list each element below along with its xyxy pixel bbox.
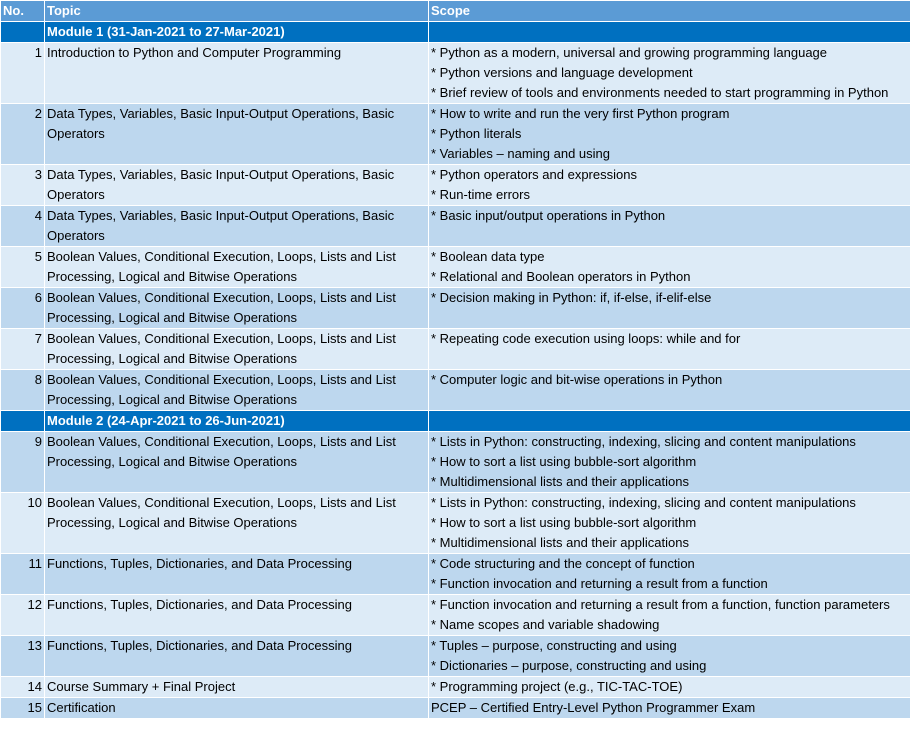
row-number: 10 (1, 493, 45, 554)
topic-cell: Boolean Values, Conditional Execution, Loops, Lists and List Processing, Logical and Bitwise Operations (45, 329, 429, 370)
scope-item: * Decision making in Python: if, if-else, if-elif-else (431, 290, 712, 305)
scope-cell (429, 698, 911, 719)
topic-cell: Certification (45, 698, 429, 719)
row-number: 1 (1, 43, 45, 104)
scope-cell (429, 288, 911, 329)
row-number: 8 (1, 370, 45, 411)
topic-cell: Boolean Values, Conditional Execution, Loops, Lists and List Processing, Logical and Bitwise Operations (45, 493, 429, 554)
scope-item: * Tuples – purpose, constructing and using (431, 638, 677, 653)
row-number: 15 (1, 698, 45, 719)
scope-item: * How to sort a list using bubble-sort algorithm (431, 515, 697, 530)
scope-item: PCEP – Certified Entry-Level Python Programmer Exam (431, 700, 756, 715)
scope-item: * Run-time errors (431, 187, 530, 202)
scope-item: * Brief review of tools and environments needed to start programming in Python (431, 85, 889, 100)
row-number: 9 (1, 432, 45, 493)
scope-cell (429, 677, 911, 698)
module-row (1, 22, 911, 43)
scope-cell (429, 43, 911, 104)
module-scope (429, 411, 911, 432)
scope-item: * Dictionaries – purpose, constructing and using (431, 658, 707, 673)
scope-cell (429, 595, 911, 636)
scope-item: * How to write and run the very first Python program (431, 106, 730, 121)
scope-cell (429, 432, 911, 493)
module-no (1, 22, 45, 43)
header-row (1, 1, 911, 22)
scope-cell (429, 104, 911, 165)
scope-item: * Function invocation and returning a result from a function, function parameters (431, 597, 890, 612)
topic-cell: Boolean Values, Conditional Execution, Loops, Lists and List Processing, Logical and Bitwise Operations (45, 432, 429, 493)
topic-cell: Data Types, Variables, Basic Input-Output Operations, Basic Operators (45, 206, 429, 247)
table-row (1, 595, 911, 636)
table-row (1, 432, 911, 493)
table-row (1, 43, 911, 104)
row-number: 2 (1, 104, 45, 165)
module-title: Module 1 (31-Jan-2021 to 27-Mar-2021) (45, 22, 429, 43)
scope-cell (429, 165, 911, 206)
row-number: 4 (1, 206, 45, 247)
topic-cell: Data Types, Variables, Basic Input-Output Operations, Basic Operators (45, 165, 429, 206)
scope-cell (429, 329, 911, 370)
scope-item: * Boolean data type (431, 249, 545, 264)
row-number: 12 (1, 595, 45, 636)
row-number: 14 (1, 677, 45, 698)
scope-item: * Lists in Python: constructing, indexing, slicing and content manipulations (431, 434, 856, 449)
scope-item: * Multidimensional lists and their applications (431, 535, 689, 550)
scope-item: * Python as a modern, universal and growing programming language (431, 45, 828, 60)
topic-cell: Course Summary + Final Project (45, 677, 429, 698)
row-number: 6 (1, 288, 45, 329)
scope-item: * Function invocation and returning a result from a function (431, 576, 768, 591)
scope-item: * Computer logic and bit-wise operations in Python (431, 372, 723, 387)
table-row (1, 370, 911, 411)
table-row (1, 636, 911, 677)
scope-item: * Python operators and expressions (431, 167, 637, 182)
row-number: 11 (1, 554, 45, 595)
table-row (1, 554, 911, 595)
topic-cell: Functions, Tuples, Dictionaries, and Data Processing (45, 636, 429, 677)
scope-item: * Programming project (e.g., TIC-TAC-TOE) (431, 679, 683, 694)
scope-cell (429, 206, 911, 247)
table-row (1, 698, 911, 719)
module-title: Module 2 (24-Apr-2021 to 26-Jun-2021) (45, 411, 429, 432)
table-row (1, 493, 911, 554)
module-scope (429, 22, 911, 43)
header-no: No. (1, 1, 45, 22)
scope-item: * Name scopes and variable shadowing (431, 617, 660, 632)
topic-cell: Data Types, Variables, Basic Input-Output Operations, Basic Operators (45, 104, 429, 165)
module-no (1, 411, 45, 432)
scope-item: * Python versions and language development (431, 65, 693, 80)
topic-cell: Boolean Values, Conditional Execution, Loops, Lists and List Processing, Logical and Bitwise Operations (45, 370, 429, 411)
table-row (1, 288, 911, 329)
table-row (1, 329, 911, 370)
table-row (1, 247, 911, 288)
row-number: 13 (1, 636, 45, 677)
table-row (1, 677, 911, 698)
table-row (1, 165, 911, 206)
topic-cell: Boolean Values, Conditional Execution, Loops, Lists and List Processing, Logical and Bitwise Operations (45, 288, 429, 329)
scope-item: * Python literals (431, 126, 522, 141)
module-row (1, 411, 911, 432)
topic-cell: Boolean Values, Conditional Execution, Loops, Lists and List Processing, Logical and Bitwise Operations (45, 247, 429, 288)
scope-item: * Lists in Python: constructing, indexing, slicing and content manipulations (431, 495, 856, 510)
row-number: 7 (1, 329, 45, 370)
topic-cell: Introduction to Python and Computer Programming (45, 43, 429, 104)
scope-cell (429, 554, 911, 595)
table-row (1, 206, 911, 247)
scope-item: * How to sort a list using bubble-sort algorithm (431, 454, 697, 469)
scope-cell (429, 247, 911, 288)
row-number: 3 (1, 165, 45, 206)
header-scope: Scope (429, 1, 911, 22)
header-topic: Topic (45, 1, 429, 22)
scope-item: * Multidimensional lists and their applications (431, 474, 689, 489)
scope-item: * Basic input/output operations in Python (431, 208, 666, 223)
scope-item: * Relational and Boolean operators in Python (431, 269, 691, 284)
topic-cell: Functions, Tuples, Dictionaries, and Data Processing (45, 595, 429, 636)
table-row (1, 104, 911, 165)
scope-cell (429, 370, 911, 411)
scope-item: * Variables – naming and using (431, 146, 610, 161)
scope-cell (429, 493, 911, 554)
topic-cell: Functions, Tuples, Dictionaries, and Data Processing (45, 554, 429, 595)
row-number: 5 (1, 247, 45, 288)
scope-item: * Code structuring and the concept of function (431, 556, 695, 571)
scope-cell (429, 636, 911, 677)
scope-item: * Repeating code execution using loops: while and for (431, 331, 741, 346)
